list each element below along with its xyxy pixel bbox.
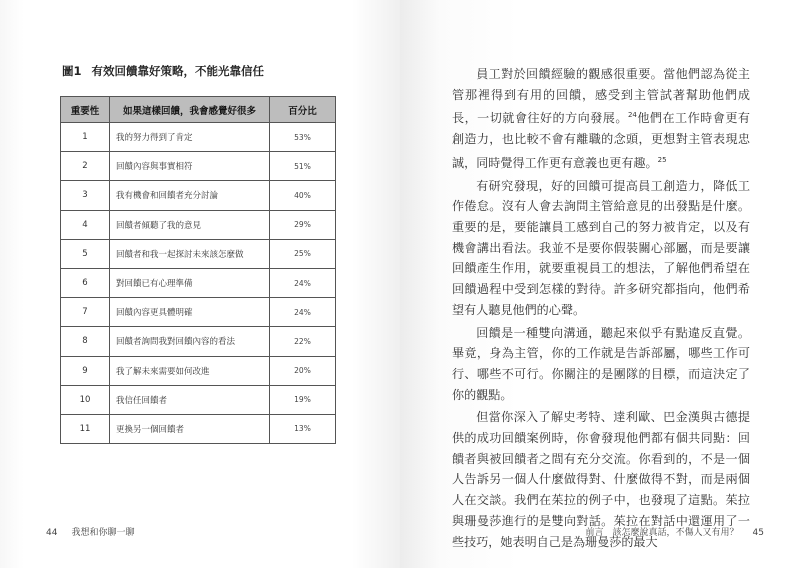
paragraph: 有研究發現，好的回饋可提高員工創造力，降低工作倦怠。沒有人會去詢問主管給意見的出發點是什麼。重要的是，要能讓員工感到自己的努力被肯定，以及有機會講出看法。我並不是要你假裝關心部屬，而是要讓回饋產生作用，就要重視員工的想法，了解他們希望在回饋過程中受到怎樣的對待。許多研究都指向，他們希望有人聽見他們的心聲。	[452, 178, 750, 317]
header-percent: 百分比	[270, 97, 336, 123]
feedback-cell: 我的努力得到了肯定	[110, 123, 270, 152]
rank-cell: 2	[61, 152, 110, 181]
feedback-cell: 更換另一個回饋者	[110, 414, 270, 443]
feedback-cell: 回饋者和我一起探討未來該怎麼做	[110, 239, 270, 268]
rank-cell: 1	[61, 123, 110, 152]
left-page-footer	[46, 525, 134, 538]
percent-cell: 40%	[270, 181, 336, 210]
table-row	[61, 327, 336, 356]
percent-cell: 22%	[270, 327, 336, 356]
rank-cell: 8	[61, 327, 110, 356]
rank-cell: 3	[61, 181, 110, 210]
rank-cell: 10	[61, 385, 110, 414]
header-feedback: 如果這樣回饋，我會感覺好很多	[110, 97, 270, 123]
table-row	[61, 268, 336, 297]
percent-cell: 13%	[270, 414, 336, 443]
paragraph-text: 員工對於回饋經驗的觀感很重要。當他們認為從主管那裡得到有用的回饋，感受到主管試著幫助他們成長，一切就會往好的方向發展。	[452, 67, 750, 126]
percent-cell: 20%	[270, 356, 336, 385]
table-row	[61, 123, 336, 152]
feedback-cell: 我有機會和回饋者充分討論	[110, 181, 270, 210]
feedback-cell: 我信任回饋者	[110, 385, 270, 414]
feedback-cell: 我了解未來需要如何改進	[110, 356, 270, 385]
header-rank: 重要性	[61, 97, 110, 123]
table-header-row	[61, 97, 336, 123]
feedback-cell: 對回饋已有心理準備	[110, 268, 270, 297]
paragraph	[452, 64, 750, 174]
table-row	[61, 356, 336, 385]
figure-label: 圖1	[62, 64, 82, 78]
percent-cell: 24%	[270, 298, 336, 327]
paragraph-text: 他們在工作時會更有創造力，也比較不會有離職的念頭，更想對主管表現忠誠，同時覺得工作更有意義也更有趣。	[452, 111, 750, 170]
percent-cell: 25%	[270, 239, 336, 268]
rank-cell: 4	[61, 210, 110, 239]
table-row	[61, 298, 336, 327]
paragraph: 回饋是一種雙向溝通，聽起來似乎有點違反直覺。畢竟，身為主管，你的工作就是告訴部屬，哪些工作可行、哪些不可行。你關注的是團隊的目標，而這決定了你的觀點。	[452, 325, 750, 402]
feedback-cell: 回饋者傾聽了我的意見	[110, 210, 270, 239]
percent-cell: 51%	[270, 152, 336, 181]
rank-cell: 11	[61, 414, 110, 443]
section-title: 前言 該怎麼說真話，不傷人又有用？	[585, 528, 739, 538]
footnote-ref: 25	[657, 155, 667, 164]
feedback-cell: 回饋內容與事實相符	[110, 152, 270, 181]
table-row	[61, 210, 336, 239]
left-page-number: 44	[46, 528, 58, 538]
table-row	[61, 239, 336, 268]
percent-cell: 53%	[270, 123, 336, 152]
book-title: 我想和你聊一聊	[71, 528, 135, 538]
rank-cell: 5	[61, 239, 110, 268]
feedback-cell: 回饋內容更具體明確	[110, 298, 270, 327]
figure-title	[62, 63, 264, 79]
percent-cell: 19%	[270, 385, 336, 414]
right-page-number: 45	[752, 528, 764, 538]
feedback-cell: 回饋者詢問我對回饋內容的看法	[110, 327, 270, 356]
percent-cell: 29%	[270, 210, 336, 239]
body-text	[452, 64, 750, 554]
table-row	[61, 152, 336, 181]
percent-cell: 24%	[270, 268, 336, 297]
paragraph: 但當你深入了解史考特、達利歐、巴金漢與古德提供的成功回饋案例時，你會發現他們都有個共同點：回饋者與被回饋者之間有充分交流。你看到的，不是一個人告訴另一個人什麼做得對、什麼做得不對，而是兩個人在交談。我們在茱拉的例子中，也發現了這點。茱拉與珊曼莎進行的是雙向對話。茱拉在對話中還運用了一些技巧，她表明自己是為珊曼莎的最大	[452, 410, 750, 549]
rank-cell: 6	[61, 268, 110, 297]
rank-cell: 9	[61, 356, 110, 385]
rank-cell: 7	[61, 298, 110, 327]
table-row	[61, 181, 336, 210]
footnote-ref: 24	[627, 111, 637, 120]
table-row	[61, 385, 336, 414]
feedback-survey-table	[60, 96, 336, 444]
table-row	[61, 414, 336, 443]
figure-title-text: 有效回饋靠好策略，不能光靠信任	[91, 64, 265, 78]
